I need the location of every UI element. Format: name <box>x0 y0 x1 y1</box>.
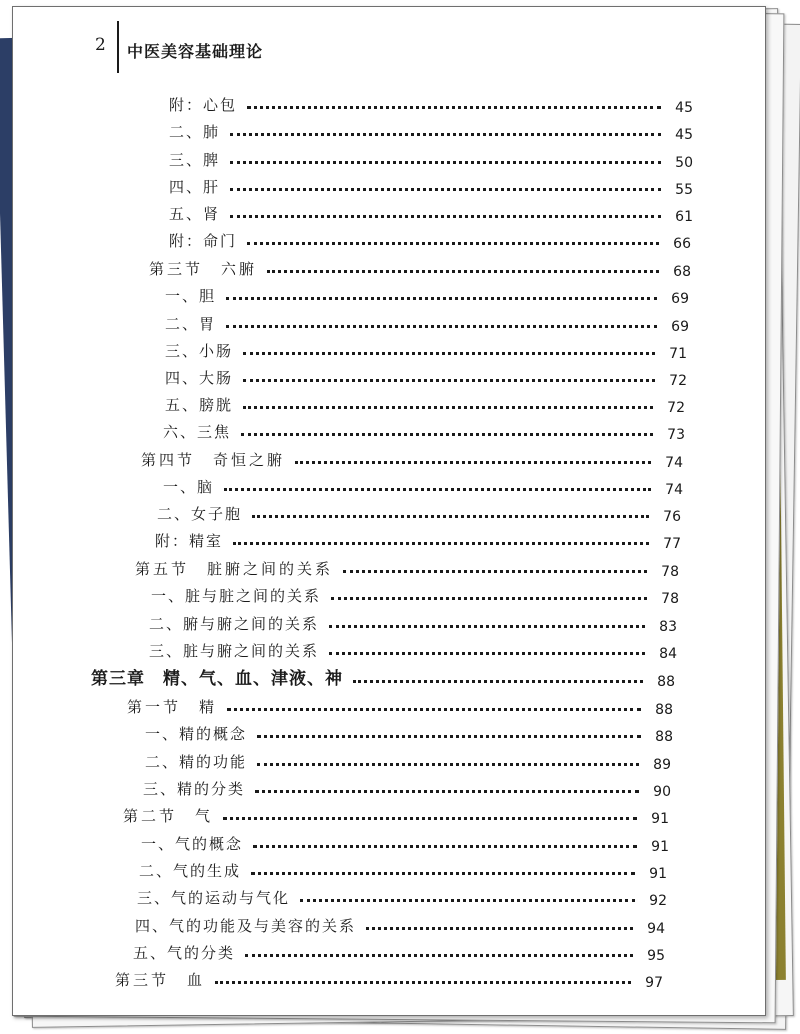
dot-leader <box>295 461 651 464</box>
toc-section-entry <box>123 802 669 828</box>
toc-entry-page: 71 <box>669 346 687 362</box>
dot-leader <box>233 542 649 545</box>
toc-entry-page: 94 <box>647 921 665 937</box>
toc-entry-label: 五、膀胱 <box>165 396 234 414</box>
toc-entry-page: 88 <box>655 702 673 718</box>
toc-item-entry <box>165 282 689 308</box>
dot-leader <box>267 270 659 273</box>
toc-section-entry <box>115 966 663 992</box>
toc-entry-page: 66 <box>673 236 691 252</box>
toc-item-entry <box>165 364 687 390</box>
dot-leader <box>243 406 653 409</box>
toc-entry-page: 88 <box>655 729 673 745</box>
toc-item-entry <box>145 748 671 774</box>
toc-page <box>12 6 766 1016</box>
toc-item-entry <box>163 473 683 499</box>
toc-entry-page: 68 <box>673 264 691 280</box>
toc-entry-page: 91 <box>651 839 669 855</box>
toc-entry-label: 三、精的分类 <box>143 780 246 798</box>
dot-leader <box>224 488 651 491</box>
toc-item-entry <box>139 857 667 883</box>
dot-leader <box>230 215 661 218</box>
toc-entry-label: 二、肺 <box>169 123 221 141</box>
dot-leader <box>300 899 635 902</box>
toc-item-entry <box>143 775 671 801</box>
toc-entry-label: 四、大肠 <box>165 369 234 387</box>
toc-entry-page: 91 <box>649 866 667 882</box>
toc-entry-label: 附：命门 <box>169 232 238 250</box>
toc-entry-page: 72 <box>667 400 685 416</box>
toc-entry-page: 74 <box>665 482 683 498</box>
toc-entry-page: 88 <box>657 674 675 690</box>
toc-entry-label: 六、三焦 <box>163 423 232 441</box>
dot-leader <box>343 570 647 573</box>
dot-leader <box>329 652 645 655</box>
toc-item-entry <box>145 720 673 746</box>
toc-entry-label: 五、气的分类 <box>133 944 236 962</box>
dot-leader <box>230 188 661 191</box>
toc-entry-page: 77 <box>663 536 681 552</box>
toc-entry-label: 三、气的运动与气化 <box>137 889 291 907</box>
dot-leader <box>245 954 633 957</box>
toc-entry-page: 89 <box>653 757 671 773</box>
dot-leader <box>257 763 639 766</box>
dot-leader <box>353 680 643 683</box>
toc-item-entry <box>133 939 665 965</box>
toc-entry-label: 第四节 奇恒之腑 <box>141 451 286 469</box>
toc-entry-label: 附：心包 <box>169 96 238 114</box>
toc-item-entry <box>165 337 687 363</box>
dot-leader <box>223 817 637 820</box>
toc-item-entry <box>169 146 693 172</box>
toc-entry-label: 四、气的功能及与美容的关系 <box>135 917 357 935</box>
toc-entry-label: 三、脾 <box>169 151 221 169</box>
toc-item-entry <box>163 418 685 444</box>
toc-entry-page: 72 <box>669 373 687 389</box>
toc-entry-label: 一、脏与脏之间的关系 <box>151 587 322 605</box>
toc-entry-page: 73 <box>667 427 685 443</box>
toc-entry-label: 第三章 精、气、血、津液、神 <box>91 669 343 689</box>
toc-entry-page: 50 <box>675 155 693 171</box>
toc-entry-label: 二、气的生成 <box>139 862 242 880</box>
toc-item-entry <box>169 200 693 226</box>
toc-entry-label: 第一节 精 <box>127 698 218 716</box>
header-divider <box>117 21 119 73</box>
toc-entry-page: 55 <box>675 182 693 198</box>
dot-leader <box>251 872 635 875</box>
toc-entry-label: 第三节 血 <box>115 971 206 989</box>
dot-leader <box>243 352 655 355</box>
toc-entry-page: 92 <box>649 893 667 909</box>
dot-leader <box>227 708 641 711</box>
toc-entry-page: 74 <box>665 455 683 471</box>
page-header <box>13 7 765 77</box>
toc-entry-label: 一、精的概念 <box>145 725 248 743</box>
toc-entry-page: 76 <box>663 509 681 525</box>
toc-item-entry <box>155 527 681 553</box>
dot-leader <box>230 161 661 164</box>
toc-entry-label: 二、精的功能 <box>145 753 248 771</box>
toc-entry-label: 一、胆 <box>165 287 217 305</box>
dot-leader <box>255 790 639 793</box>
toc-item-entry <box>149 637 677 663</box>
dot-leader <box>226 297 657 300</box>
toc-entry-label: 二、腑与腑之间的关系 <box>149 615 320 633</box>
toc-item-entry <box>149 610 677 636</box>
toc-section-entry <box>127 693 673 719</box>
toc-item-entry <box>165 310 689 336</box>
toc-entry-label: 五、肾 <box>169 205 221 223</box>
dot-leader <box>230 133 661 136</box>
toc-entry-page: 84 <box>659 646 677 662</box>
toc-entry-label: 四、肝 <box>169 178 221 196</box>
toc-entry-page: 69 <box>671 319 689 335</box>
dot-leader <box>253 845 637 848</box>
toc-item-entry <box>141 830 669 856</box>
dot-leader <box>241 433 653 436</box>
book-title: 中医美容基础理论 <box>127 42 264 61</box>
toc-entry-page: 45 <box>675 100 693 116</box>
dot-leader <box>243 379 655 382</box>
toc-entry-label: 二、胃 <box>165 315 217 333</box>
toc-entry-page: 83 <box>659 619 677 635</box>
toc-item-entry <box>169 173 693 199</box>
dot-leader <box>247 106 661 109</box>
dot-leader <box>257 735 641 738</box>
dot-leader <box>226 325 657 328</box>
toc-section-entry <box>149 255 691 281</box>
toc-entry-label: 一、气的概念 <box>141 835 244 853</box>
toc-entry-page: 78 <box>661 564 679 580</box>
toc-item-entry <box>169 118 693 144</box>
toc-item-entry <box>135 912 665 938</box>
toc-entry-page: 69 <box>671 291 689 307</box>
dot-leader <box>331 597 647 600</box>
toc-entry-label: 第三节 六腑 <box>149 260 258 278</box>
dot-leader <box>252 515 649 518</box>
toc-chapter-entry <box>91 665 675 691</box>
toc-entry-page: 95 <box>647 948 665 964</box>
toc-item-entry <box>165 391 685 417</box>
toc-entry-page: 97 <box>645 975 663 991</box>
dot-leader <box>215 981 631 984</box>
toc-entry-page: 78 <box>661 591 679 607</box>
toc-entry-page: 45 <box>675 127 693 143</box>
toc-entry-label: 三、小肠 <box>165 342 234 360</box>
toc-item-entry <box>151 582 679 608</box>
toc-item-entry <box>169 91 693 117</box>
toc-entry-label: 第五节 脏腑之间的关系 <box>135 560 334 578</box>
toc-item-entry <box>137 884 667 910</box>
toc-entry-label: 附：精室 <box>155 532 224 550</box>
dot-leader <box>329 625 645 628</box>
dot-leader <box>366 927 633 930</box>
toc-entry-page: 90 <box>653 784 671 800</box>
dot-leader <box>247 242 659 245</box>
toc-item-entry <box>169 227 691 253</box>
toc-entry-label: 三、脏与腑之间的关系 <box>149 642 320 660</box>
toc-entry-label: 二、女子胞 <box>157 505 243 523</box>
toc-entry-page: 61 <box>675 209 693 225</box>
page-number: 2 <box>95 35 106 55</box>
toc-item-entry <box>157 500 681 526</box>
toc-section-entry <box>141 446 683 472</box>
toc-entry-label: 第二节 气 <box>123 807 214 825</box>
toc-section-entry <box>135 555 679 581</box>
toc-entry-label: 一、脑 <box>163 478 215 496</box>
toc-entry-page: 91 <box>651 811 669 827</box>
